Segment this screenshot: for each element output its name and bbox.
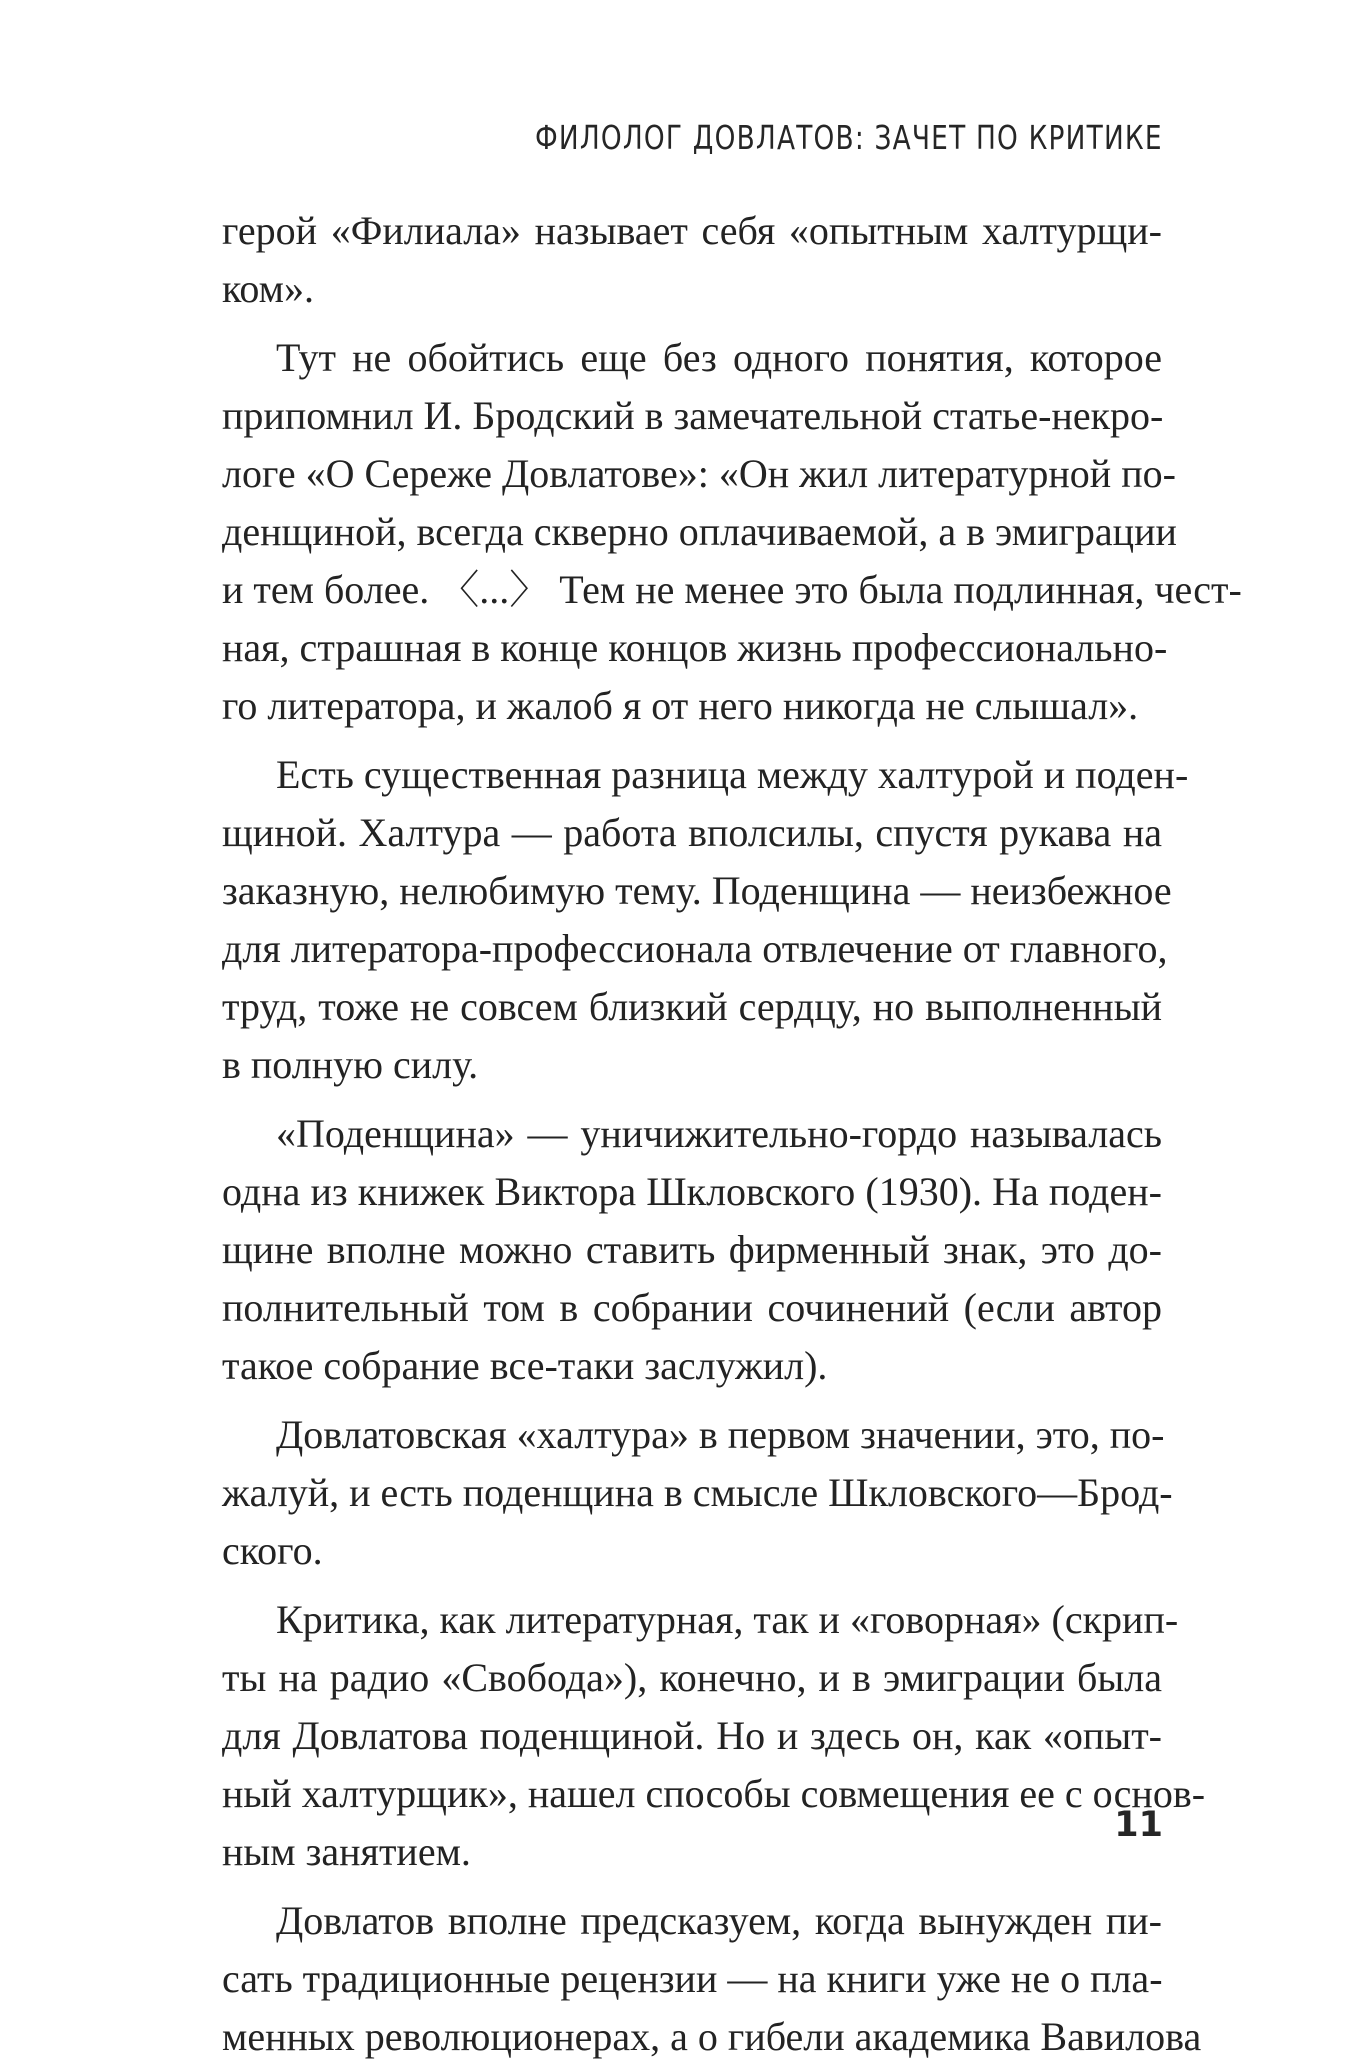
paragraph: [222, 1892, 1202, 2066]
text-line: для Довлатова поденщиной. Но и здесь он, как «опыт-: [222, 1713, 1162, 1758]
text-line: ского.: [222, 1528, 323, 1573]
text-line: припомнил И. Бродский в замечательной статье-некро-: [222, 393, 1164, 438]
text-line: Есть существенная разница между халтурой и поден-: [276, 752, 1189, 797]
text-line: такое собрание все-таки заслужил).: [222, 1343, 828, 1388]
text-line: и тем более. 〈...〉 Тем не менее это была подлинная, чест-: [222, 567, 1242, 612]
text-line: ты на радио «Свобода»), конечно, и в эмиграции была: [222, 1655, 1162, 1700]
paragraph: [222, 329, 1242, 735]
text-line: щине вполне можно ставить фирменный знак, это до-: [222, 1227, 1162, 1272]
text-line: для литератора-профессионала отвлечение от главного,: [222, 926, 1168, 971]
page-number: 11: [1114, 1805, 1163, 1845]
paragraph: [222, 202, 1162, 318]
text-line: одна из книжек Виктора Шкловского (1930). На поден-: [222, 1169, 1162, 1214]
text-line: герой «Филиала» называет себя «опытным халтурщи-: [222, 208, 1162, 253]
text-line: го литератора, и жалоб я от него никогда не слышал».: [222, 683, 1139, 728]
body-text: [222, 202, 1242, 2066]
text-line: полнительный том в собрании сочинений (если автор: [222, 1285, 1162, 1330]
text-line: Критика, как литературная, так и «говорная» (скрип-: [276, 1597, 1179, 1642]
text-line: ная, страшная в конце концов жизнь профессионально-: [222, 625, 1168, 670]
text-line: заказную, нелюбимую тему. Поденщина — неизбежное: [222, 868, 1172, 913]
text-line: жалуй, и есть поденщина в смысле Шкловского—Брод-: [222, 1470, 1173, 1515]
text-line: «Поденщина» — уничижительно-гордо называлась: [276, 1111, 1162, 1156]
text-line: логе «О Сереже Довлатове»: «Он жил литературной по-: [222, 451, 1176, 496]
paragraph: [222, 1105, 1162, 1395]
paragraph: [222, 1406, 1173, 1580]
text-line: Довлатов вполне предсказуем, когда вынужден пи-: [276, 1898, 1162, 1943]
text-line: в полную силу.: [222, 1042, 479, 1087]
text-line: Довлатовская «халтура» в первом значении, это, по-: [276, 1412, 1165, 1457]
running-head: ФИЛОЛОГ ДОВЛАТОВ: ЗАЧЕТ ПО КРИТИКЕ: [535, 118, 1163, 157]
text-line: ным занятием.: [222, 1829, 471, 1874]
text-line: ком».: [222, 266, 314, 311]
text-line: сать традиционные рецензии — на книги уже не о пла-: [222, 1956, 1163, 2001]
text-line: менных революционерах, а о гибели академика Вавилова: [222, 2014, 1202, 2059]
text-line: щиной. Халтура — работа вполсилы, спустя рукава на: [222, 810, 1162, 855]
paragraph: [222, 746, 1189, 1094]
paragraph: [222, 1591, 1206, 1881]
text-line: денщиной, всегда скверно оплачиваемой, а в эмиграции: [222, 509, 1177, 554]
text-line: Тут не обойтись еще без одного понятия, которое: [276, 335, 1162, 380]
text-line: труд, тоже не совсем близкий сердцу, но выполненный: [222, 984, 1162, 1029]
text-line: ный халтурщик», нашел способы совмещения ее с основ-: [222, 1771, 1206, 1816]
